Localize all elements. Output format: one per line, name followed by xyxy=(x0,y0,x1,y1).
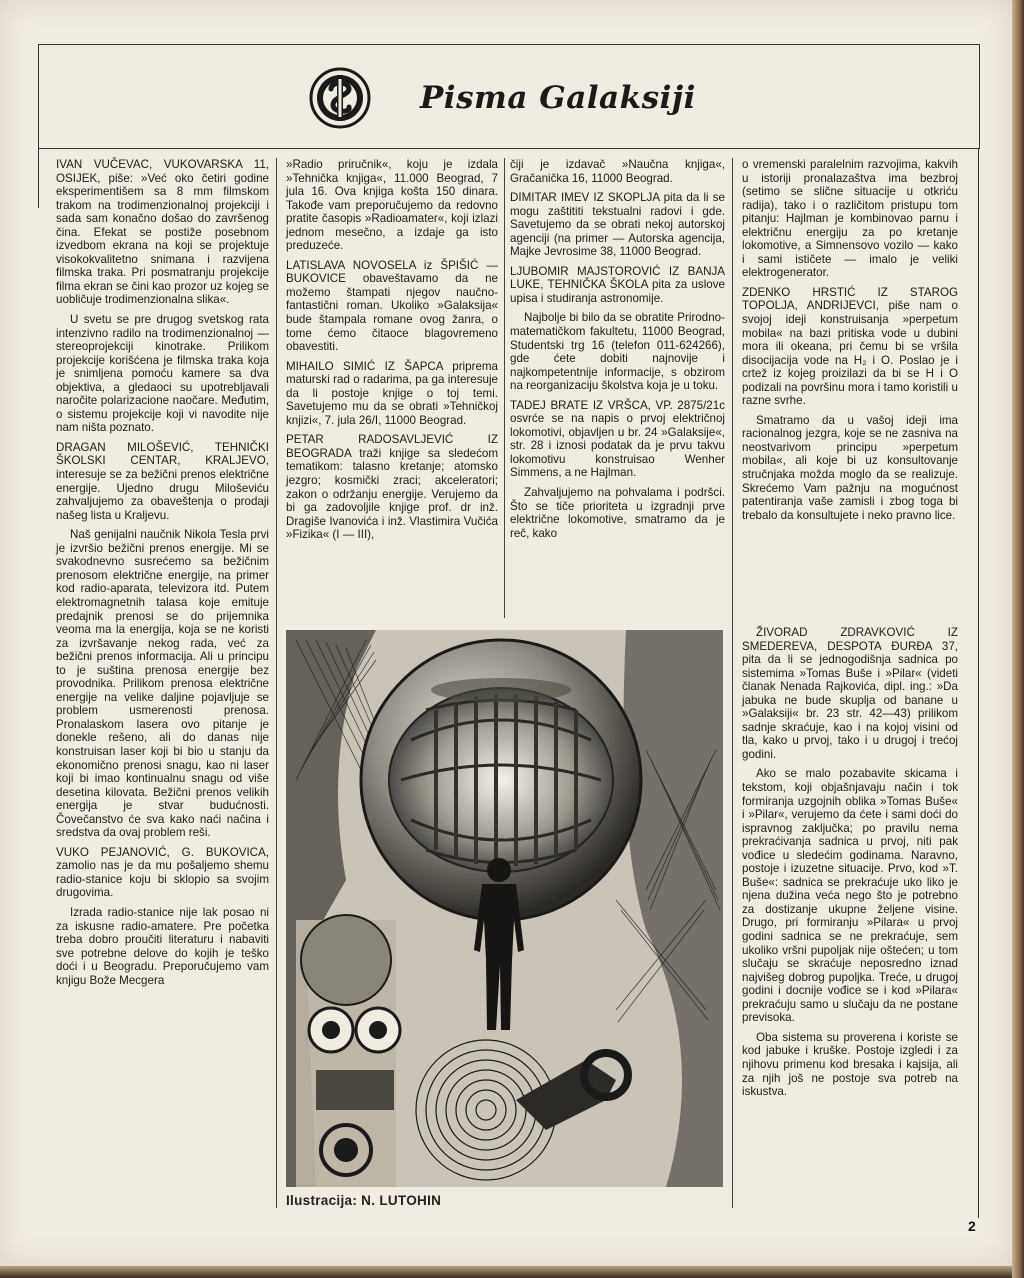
column-4-lower xyxy=(742,626,958,1105)
answer-paragraph: čiji je izdavač »Naučna knjiga«, Gračanička 16, 11000 Beograd. xyxy=(510,158,725,185)
column-divider xyxy=(732,158,733,1208)
page-spine xyxy=(1012,0,1024,1278)
answer-paragraph: Ako se malo pozabavite skicama i tekstom, koji objašnjavaju način i tok formiranja uzgojnih oblika »Tomas Buše« i »Pilar«, verujemo da ćete i sami doći do ispravnog zaključka; po pravilu nema prekraćivanja sadnica u prvoj, niti pak vođice u sledećim godinama. Naravno, postoje i izuzetne situacije. Prvo, kod »T. Buše«: sadnica se prekraćuje uko liko je njena dužina veća nego što je potrebno za dostizanje ukupne željene visine. Drugo, pri formiranju »Pilara« u prvoj godini sadnica se ne prekraćuje, sem ukoliko vršni pupoljak nije oštećen; u tom slučaju se skraćuje neposredno iznad najvišeg dobrog pupoljka. Treće, u drugoj godini i docnije vođice se i kod »Pilara« prekraćuju samo u slučaju da ne postane previsoka. xyxy=(742,767,958,1025)
answer-paragraph: Zahvaljujemo na pohvalama i podršci. Što se tiče prioriteta u izgradnji prve električne lokomotive, smatramo da je reč, kako xyxy=(510,486,725,540)
page-bottom-edge xyxy=(0,1266,1012,1278)
letter-paragraph: TADEJ BRATE IZ VRŠCA, VP. 2875/21c osvrće se na napis o prvoj električnoj lokomotivi, objavljen u br. 24 »Galaksije«, str. 28 i iznosi podatak da je prvu takvu lokomotivu konstruisao Wenher Simmens, a ne Hajlman. xyxy=(510,398,725,480)
illustration-image xyxy=(286,630,723,1187)
answer-paragraph: Izrada radio-stanice nije lak posao ni za iskusne radio-amatere. Pre početka treba dobro proučiti literaturu i nabaviti sve potrebne delove do kojih je teško doći i u Beogradu. Preporučujemo vam knjigu Bože Mecgera xyxy=(56,905,269,987)
letter-paragraph: VUKO PEJANOVIĆ, G. BUKOVICA, zamolio nas je da mu pošaljemo shemu radio-stanice koju bi sklopio sa svojim drugovima. xyxy=(56,845,269,900)
column-divider xyxy=(276,158,277,1208)
column-1 xyxy=(56,158,269,993)
letter-paragraph: LJUBOMIR MAJSTOROVIĆ IZ BANJA LUKE, TEHNIČKA ŠKOLA pita za uslove upisa i studiranja astronomije. xyxy=(510,264,725,305)
answer-paragraph: Oba sistema su proverena i koriste se kod jabuke i kruške. Postoje izgledi i za njihovu primenu kod bresaka i kajsija, ali za njih još ne postoje sva potreb na iskustva. xyxy=(742,1030,958,1099)
illustration-caption: Ilustracija: N. LUTOHIN xyxy=(286,1193,442,1208)
letter-paragraph: PETAR RADOSAVLJEVIĆ IZ BEOGRADA traži knjige sa sledećom tematikom: talasno kretanje; atomsko jezgro; kosmički zraci; akceleratori; zakon o održanju energije. Verujemo da bi ga zadovoljile knjige prof. dr inž. Dragiše Ivanovića i inž. Vlastimira Vučića »Fizika« (I — III), xyxy=(286,433,498,542)
answer-paragraph: U svetu se pre drugog svetskog rata intenzivno radilo na trodimenzionalnoj — stereoprojekciji kinotrake. Prilikom projekcije korišćena je filmska traka koja je snimljena pomoću kamere sa dva objektiva, a gledaoci su upotrebljavali naročite polarizacione naočare. Međutim, o sistemu projekcije koji vi navodite nije nam ništa poznato. xyxy=(56,313,269,435)
page-number: 2 xyxy=(968,1218,976,1234)
column-2 xyxy=(286,158,498,548)
column-4 xyxy=(742,158,958,528)
letter-paragraph: ŽIVORAD ZDRAVKOVIĆ IZ SMEDEREVA, DESPOTA ĐURĐA 37, pita da li se jednogodišnja sadnica po sistemima »Tomas Buše i »Pilar« (videti članak Nenada Rajkovića, dipl. ing.: »Da jabuka ne bude skuplja od banane u »Galaksiji« br. 23 str. 42—43) prilikom sadnje skraćuje, kao i na kojoj visini od tla, kako u prvoj, tako i u drugoj i trećoj godini. xyxy=(742,626,958,761)
letter-paragraph: ZDENKO HRSTIĆ IZ STAROG TOPOLJA, ANDRIJEVCI, piše nam o svojoj ideji konstruisanja »perpetum mobila« na bazi pritiska vode u dubini mora ili okeana, pri čemu bi se vršila disocijacija vode na H₂ i O. Poslao je i crtež iz kojeg proizilazi da bi se H i O podizali na površinu mora i tamo koristili u razne svrhe. xyxy=(742,285,958,408)
column-3 xyxy=(510,158,725,546)
page-title: Pisma Galaksiji xyxy=(420,80,696,116)
galaksija-logo-icon xyxy=(309,67,371,129)
answer-paragraph: »Radio priručnik«, koju je izdala »Tehnička knjiga«, 11.000 Beograd, 7 jula 16. Ova knjiga košta 150 dinara. Takođe vam preporučujemo da redovno pratite časopis »Radioamater«, koji izlazi jednom mesečno, a izdaje ga isto preduzeće. xyxy=(286,158,498,253)
frame-right-rule xyxy=(978,148,979,1218)
answer-paragraph: Najbolje bi bilo da se obratite Prirodno-matematičkom fakultetu, 11000 Beograd, Studentski trg 16 (telefon 011-624266), gde ćete dobiti najnovije i najkompetentnije informacije, s obzirom na reorganizaciju školstva koja je u toku. xyxy=(510,311,725,393)
header-rule xyxy=(38,148,980,149)
letter-paragraph: IVAN VUČEVAC, VUKOVARSKA 11, OSIJEK, piše: »Već oko četiri godine eksperimentišem sa 8 mm filmskom trakom na trodimenzionalnoj projekciji i sada sam konačno došao do završenog čina. Efekat se postiže posebnom izvedbom ekrana na koji se projektuje visokokvalitetno snimana i razvijena filmska traka. Pri posmatranju projekcije filma ekran se čini kao prozor uz kojeg se uobličuje trodimenzionalna slika«. xyxy=(56,158,269,307)
frame-left-rule xyxy=(38,148,39,208)
letter-paragraph: MIHAILO SIMIĆ IZ ŠAPCA priprema maturski rad o radarima, pa ga interesuje da li postoje knjige o toj temi. Savetujemo mu da se obrati »Tehničkoj knjizi«, 7. jula 26/I, 11000 Beograd. xyxy=(286,359,498,427)
letter-paragraph: DRAGAN MILOŠEVIĆ, TEHNIČKI ŠKOLSKI CENTAR, KRALJEVO, interesuje se za bežični prenos električne energije. Ujedno drugu Miloševiću zahvaljujemo za obaveštenja o prodaji našeg lista u Kraljevu. xyxy=(56,440,269,522)
letter-paragraph: DIMITAR IMEV IZ SKOPLJA pita da li se mogu zaštititi tekstualni radovi i gde. Savetujemo da se obrati nekoj autorskoj agenciji (na primer — Autorska agencija, Majke Jevrosime 38, 11000 Beograd. xyxy=(510,191,725,259)
answer-paragraph: Smatramo da u vašoj ideji ima racionalnog jezgra, koje se ne zasniva na neostvarivom principu »perpetum mobila«, ali koje bi uz konsultovanje stručnjaka možda moglo da se realizuje. Skrećemo Vam pažnju na mogućnost patentiranja vaše zamisli i zbog toga bi trebalo da konsultujete i neko pravno lice. xyxy=(742,413,958,522)
answer-paragraph: o vremenski paralelnim razvojima, kakvih u istoriji pronalazaštva ima bezbroj (setimo se slične situacije u otkriću radija), tako i o različitom pristupu tom pitanju: Hajlman je kombinovao parnu i električnu energiju za po kretanje lokomotive, a Simnensovo vozilo — kako i sami ističete — imalo je veliki elektrogenerator. xyxy=(742,158,958,280)
answer-paragraph: Naš genijalni naučnik Nikola Tesla prvi je izvršio bežični prenos energije. Mi se svakodnevno susrećemo sa bežičnim prenosom električne energije, na primer kod radio-aparata, televizora itd. Putem elektromagnetnih talasa koje emituje predajnik prenosi se do prijemnika veoma ma la energija, koja se ne koristi za izvršavanje nekog rada, već za bežični prenos informacija. Ali u principu to je suština prenosa energije bez provodnika. Prilikom prenosa električne energije na velike daljine pojavljuje se problem usmerenosti prenosa. Pronalaskom lasera ovo pitanje je donekle rešeno, ali do danas nije konstruisan laser koji bi bio u stanju da ekonomično prenosi snagu, kao ni laser koji bi imao kontinualnu snagu od više desetina kilovata. Bežični prenos velikih energija je stvar budućnosti. Čovečanstvo će sva kako naći načina i sredstva da ovaj problem reši. xyxy=(56,528,269,840)
letter-paragraph: LATISLAVA NOVOSELA iz ŠPIŠIĆ — BUKOVICE obaveštavamo da ne možemo štampati njegov naučno-fantastični roman. Ukoliko »Galaksija« bude štampala romane ovog žanra, o tome ćemo čitaoce blagovremeno obavestiti. xyxy=(286,258,498,354)
column-divider xyxy=(504,158,505,618)
